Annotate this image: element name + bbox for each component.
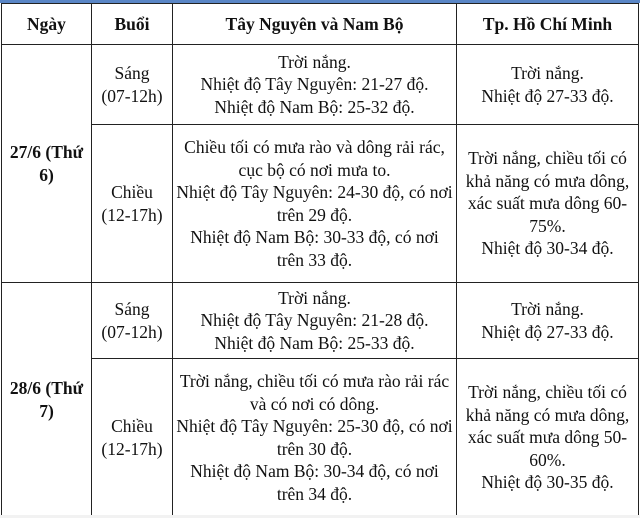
- session-name: Sáng: [114, 63, 150, 83]
- city-forecast: [457, 125, 639, 283]
- session-time: (07-12h): [101, 321, 163, 342]
- table-row: [2, 125, 639, 283]
- header-session: Buổi: [92, 4, 173, 45]
- header-row: [2, 4, 639, 45]
- city-forecast: [457, 359, 639, 517]
- forecast-table: [1, 3, 639, 517]
- forecast-line: Nhiệt độ 30-34 độ.: [481, 238, 614, 259]
- forecast-line: Trời nắng, chiều tối có mưa rào rải rác và có nơi có dông.: [179, 371, 450, 414]
- region-forecast: [173, 125, 457, 283]
- forecast-line: Nhiệt độ Tây Nguyên: 21-28 độ.: [200, 310, 429, 331]
- forecast-line: Nhiệt độ Nam Bộ: 30-33 độ, có nơi trên 33 độ.: [190, 227, 439, 270]
- table-row: [2, 283, 639, 359]
- session-time: (12-17h): [101, 438, 163, 459]
- city-forecast: [457, 45, 639, 125]
- session-time: (12-17h): [101, 204, 163, 225]
- forecast-line: Nhiệt độ Tây Nguyên: 24-30 độ, có nơi trên 29 độ.: [176, 182, 453, 225]
- forecast-line: Trời nắng, chiều tối có khả năng có mưa dông, xác suất mưa dông 60-75%.: [465, 148, 630, 236]
- forecast-line: Nhiệt độ 27-33 độ.: [481, 85, 614, 106]
- forecast-line: Trời nắng.: [278, 287, 351, 308]
- forecast-line: Nhiệt độ Tây Nguyên: 21-27 độ.: [200, 74, 429, 95]
- header-city: Tp. Hồ Chí Minh: [457, 4, 639, 45]
- forecast-line: Nhiệt độ 27-33 độ.: [481, 321, 614, 342]
- day-label: 28/6 (Thứ 7): [2, 283, 92, 517]
- forecast-line: Nhiệt độ Tây Nguyên: 25-30 độ, có nơi trên 30 độ.: [176, 416, 453, 459]
- session-cell: [92, 125, 173, 283]
- forecast-line: Trời nắng.: [511, 299, 584, 319]
- forecast-line: Nhiệt độ Nam Bộ: 30-34 độ, có nơi trên 34 độ.: [190, 461, 439, 504]
- table-row: [2, 45, 639, 125]
- city-forecast: [457, 283, 639, 359]
- forecast-line: Nhiệt độ 30-35 độ.: [481, 472, 614, 493]
- region-forecast: [173, 283, 457, 359]
- forecast-line: Chiều tối có mưa rào và dông rải rác, cục bộ có nơi mưa to.: [184, 137, 445, 180]
- session-name: Chiều: [111, 182, 153, 202]
- session-time: (07-12h): [101, 85, 163, 106]
- session-name: Sáng: [114, 299, 150, 319]
- region-forecast: [173, 359, 457, 517]
- forecast-line: Nhiệt độ Nam Bộ: 25-33 độ.: [214, 332, 415, 353]
- day-label: 27/6 (Thứ 6): [2, 45, 92, 283]
- session-cell: [92, 359, 173, 517]
- forecast-line: Trời nắng, chiều tối có khả năng có mưa dông, xác suất mưa dông 50-60%.: [465, 382, 630, 470]
- session-cell: [92, 283, 173, 359]
- table-row: [2, 359, 639, 517]
- forecast-line: Nhiệt độ Nam Bộ: 25-32 độ.: [214, 96, 415, 117]
- session-cell: [92, 45, 173, 125]
- region-forecast: [173, 45, 457, 125]
- session-name: Chiều: [111, 416, 153, 436]
- forecast-line: Trời nắng.: [511, 63, 584, 83]
- header-region: Tây Nguyên và Nam Bộ: [173, 4, 457, 45]
- forecast-line: Trời nắng.: [278, 51, 351, 72]
- header-day: Ngày: [2, 4, 92, 45]
